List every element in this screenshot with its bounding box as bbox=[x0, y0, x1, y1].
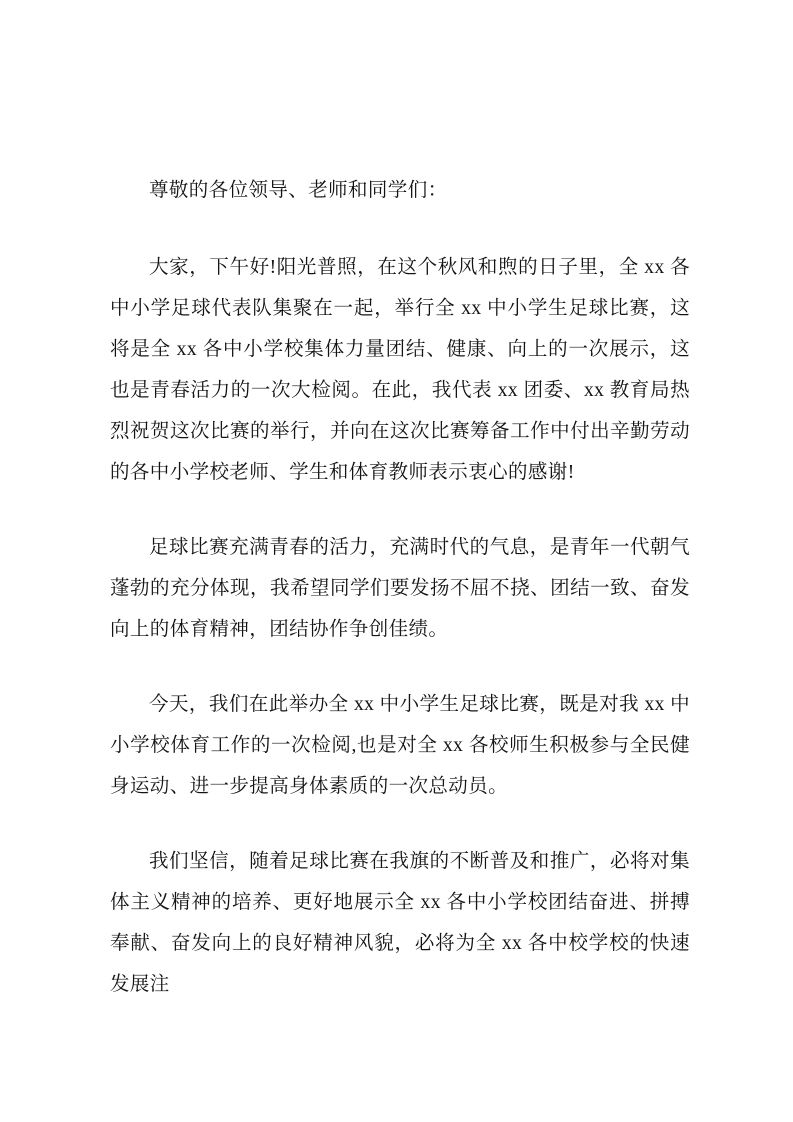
paragraph-2: 足球比赛充满青春的活力，充满时代的气息，是青年一代朝气蓬勃的充分体现，我希望同学们要发扬不屈不挠、团结一致、奋发向上的体育精神，团结协作争创佳绩。 bbox=[110, 537, 690, 640]
paragraph-3: 今天，我们在此举办全 xx 中小学生足球比赛，既是对我 xx 中小学校体育工作的一次检阅,也是对全 xx 各校师生积极参与全民健身运动、进一步提高身体素质的一次总动员。 bbox=[110, 694, 690, 797]
paragraph-4: 我们坚信，随着足球比赛在我旗的不断普及和推广，必将对集体主义精神的培养、更好地展示全 xx 各中小学校团结奋进、拼搏奉献、奋发向上的良好精神风貌，必将为全 xx 各中校学校的快速发展注 bbox=[110, 851, 690, 995]
paragraph-1: 大家，下午好!阳光普照，在这个秋风和煦的日子里，全 xx 各中小学足球代表队集聚在一起，举行全 xx 中小学生足球比赛，这将是全 xx 各中小学校集体力量团结、健康、向上的一次展示，这也是青春活力的一次大检阅。在此，我代表 xx 团委、xx 教育局热烈祝贺这次比赛的举行，并向在这次比赛筹备工作中付出辛勤劳动的各中小学校老师、学生和体育教师表示衷心的感谢! bbox=[110, 257, 690, 483]
paragraph-salutation: 尊敬的各位领导、老师和同学们： bbox=[149, 180, 448, 201]
document-text-body bbox=[110, 170, 690, 1005]
